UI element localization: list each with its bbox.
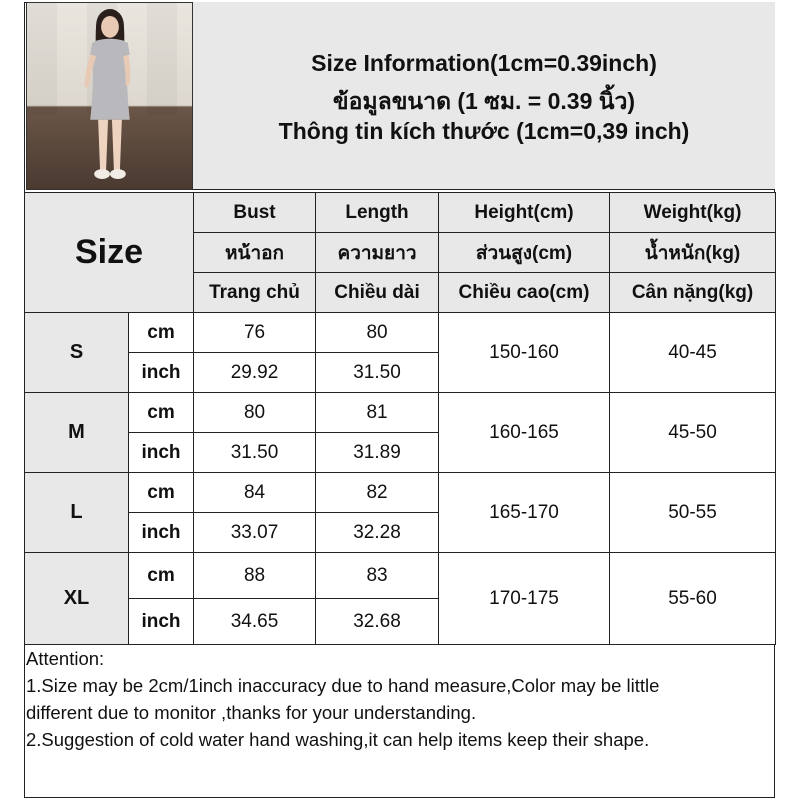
unit-inch: inch — [129, 353, 194, 393]
bust-cm-s: 76 — [194, 313, 316, 353]
length-cm-xl: 83 — [316, 553, 439, 599]
unit-cm: cm — [129, 553, 194, 599]
col-length-vi: Chiều dài — [316, 273, 439, 313]
col-weight-vi: Cân nặng(kg) — [610, 273, 776, 313]
unit-inch: inch — [129, 433, 194, 473]
size-label-l: L — [25, 473, 129, 553]
col-bust-th: หน้าอก — [194, 233, 316, 273]
col-length-en: Length — [316, 193, 439, 233]
col-bust-vi: Trang chủ — [194, 273, 316, 313]
col-bust-en: Bust — [194, 193, 316, 233]
col-height-th: ส่วนสูง(cm) — [439, 233, 610, 273]
size-label-s: S — [25, 313, 129, 393]
weight-l: 50-55 — [610, 473, 776, 553]
unit-inch: inch — [129, 599, 194, 645]
length-cm-l: 82 — [316, 473, 439, 513]
height-s: 150-160 — [439, 313, 610, 393]
attention-heading: Attention: — [26, 648, 105, 669]
attention-note-1b: different due to monitor ,thanks for your understanding. — [26, 702, 477, 723]
table-row — [25, 473, 776, 513]
table-row — [25, 313, 776, 353]
attention-note-2: 2.Suggestion of cold water hand washing,it can help items keep their shape. — [26, 729, 650, 750]
bust-cm-m: 80 — [194, 393, 316, 433]
product-photo — [26, 2, 193, 190]
title-vietnamese: Thông tin kích thước (1cm=0,39 inch) — [278, 118, 690, 144]
table-row — [25, 553, 776, 599]
length-inch-m: 31.89 — [316, 433, 439, 473]
unit-cm: cm — [129, 473, 194, 513]
height-xl: 170-175 — [439, 553, 610, 645]
unit-inch: inch — [129, 513, 194, 553]
unit-cm: cm — [129, 313, 194, 353]
height-l: 165-170 — [439, 473, 610, 553]
bust-cm-xl: 88 — [194, 553, 316, 599]
length-inch-xl: 32.68 — [316, 599, 439, 645]
table-row — [25, 393, 776, 433]
bust-inch-m: 31.50 — [194, 433, 316, 473]
bust-inch-l: 33.07 — [194, 513, 316, 553]
bust-inch-s: 29.92 — [194, 353, 316, 393]
length-inch-s: 31.50 — [316, 353, 439, 393]
weight-m: 45-50 — [610, 393, 776, 473]
size-label-xl: XL — [25, 553, 129, 645]
weight-s: 40-45 — [610, 313, 776, 393]
attention-note-1a: 1.Size may be 2cm/1inch inaccuracy due to hand measure,Color may be little — [26, 675, 660, 696]
bust-inch-xl: 34.65 — [194, 599, 316, 645]
col-weight-en: Weight(kg) — [610, 193, 776, 233]
model-figure-image — [27, 3, 192, 189]
length-inch-l: 32.28 — [316, 513, 439, 553]
length-cm-s: 80 — [316, 313, 439, 353]
weight-xl: 55-60 — [610, 553, 776, 645]
bust-cm-l: 84 — [194, 473, 316, 513]
header-row-english — [25, 193, 776, 233]
title-thai: ข้อมูลขนาด (1 ซม. = 0.39 นิ้ว) — [332, 88, 636, 114]
title-panel — [193, 2, 775, 190]
size-header: Size — [25, 193, 194, 313]
size-table — [24, 192, 776, 645]
col-length-th: ความยาว — [316, 233, 439, 273]
col-weight-th: น้ำหนัก(kg) — [610, 233, 776, 273]
attention-notes — [26, 645, 775, 795]
unit-cm: cm — [129, 393, 194, 433]
height-m: 160-165 — [439, 393, 610, 473]
col-height-en: Height(cm) — [439, 193, 610, 233]
size-label-m: M — [25, 393, 129, 473]
length-cm-m: 81 — [316, 393, 439, 433]
title-english: Size Information(1cm=0.39inch) — [311, 50, 657, 76]
col-height-vi: Chiều cao(cm) — [439, 273, 610, 313]
